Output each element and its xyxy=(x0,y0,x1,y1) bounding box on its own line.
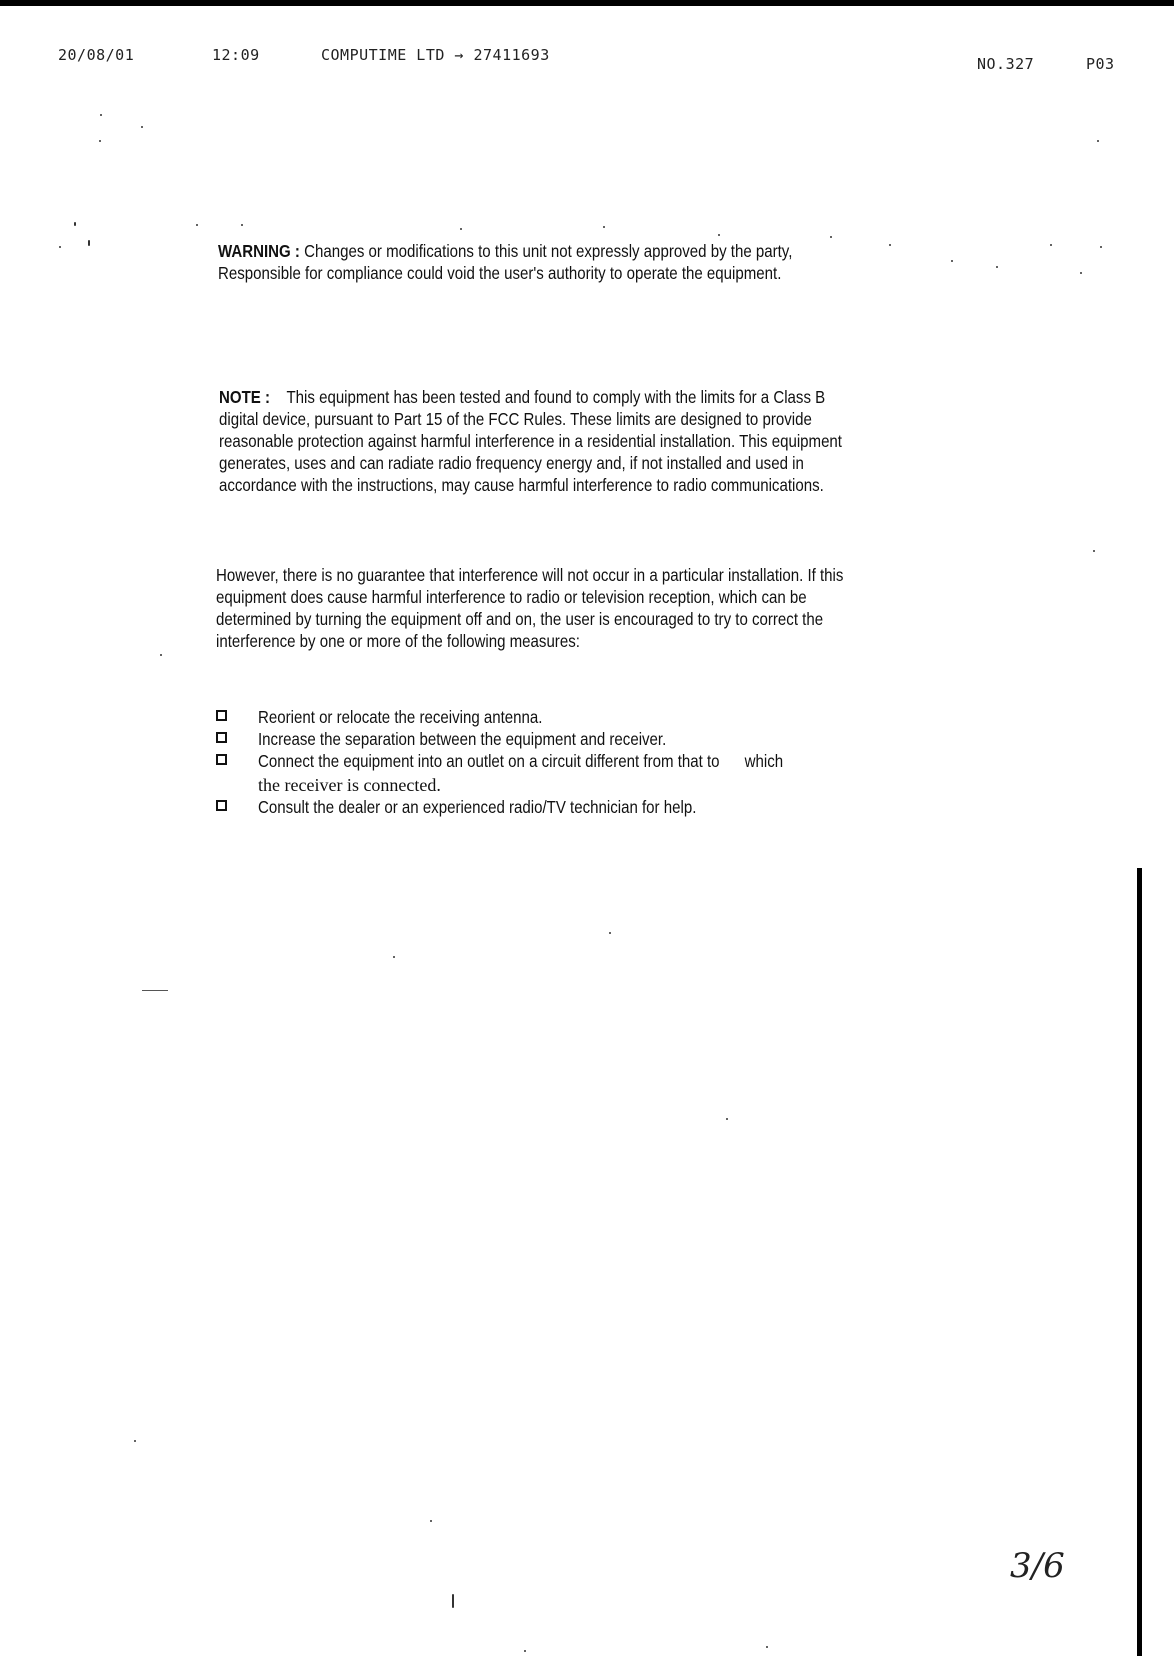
warning-label: WARNING : xyxy=(218,241,300,261)
speck xyxy=(74,222,76,226)
list-item xyxy=(216,728,956,750)
note-label: NOTE : xyxy=(219,387,271,407)
speck xyxy=(393,956,395,958)
list-item xyxy=(216,706,956,728)
speck xyxy=(1097,140,1099,142)
warning-paragraph xyxy=(218,240,872,284)
speck xyxy=(430,1520,432,1522)
measure-text: Consult the dealer or an experienced radio/TV technician for help. xyxy=(258,797,697,817)
fax-page: P03 xyxy=(1086,55,1115,73)
checkbox-icon xyxy=(216,710,227,721)
speck xyxy=(160,654,162,656)
fax-date: 20/08/01 xyxy=(58,46,135,64)
fax-time: 12:09 xyxy=(212,46,260,64)
checkbox-icon xyxy=(216,732,227,743)
speck xyxy=(951,260,953,262)
note-text: This equipment has been tested and found to comply with the limits for a Class B digital device, pursuant to Part 15 of the FCC Rules. These limits are designed to provide reasonable protection against harmful interference in a residential installation. This equipment generates, uses and can radiate radio frequency energy and, if not installed and used in accordance with the instructions, may cause harmful interference to radio communications. xyxy=(219,387,847,495)
scan-top-border xyxy=(0,0,1174,6)
speck xyxy=(452,1594,454,1608)
measures-list xyxy=(216,706,956,818)
fax-number: NO.327 xyxy=(977,55,1035,73)
speck xyxy=(460,228,462,230)
measure-text: Connect the equipment into an outlet on a circuit different from that to which xyxy=(258,751,784,771)
measure-continuation: the receiver is connected. xyxy=(258,775,441,795)
speck xyxy=(766,1646,768,1648)
scan-right-border xyxy=(1137,868,1142,1656)
handwritten-page-number: 3/6 xyxy=(1010,1546,1065,1586)
however-paragraph xyxy=(216,564,848,652)
speck xyxy=(524,1650,526,1652)
speck xyxy=(726,1118,728,1120)
speck xyxy=(1100,246,1102,248)
speck xyxy=(889,244,891,246)
speck xyxy=(134,1440,136,1442)
speck xyxy=(1093,550,1095,552)
checkbox-icon xyxy=(216,800,227,811)
speck xyxy=(241,224,243,226)
speck xyxy=(1050,244,1052,246)
list-item xyxy=(216,796,956,818)
fax-sender: COMPUTIME LTD → 27411693 xyxy=(321,46,550,64)
speck xyxy=(88,240,90,246)
speck xyxy=(196,224,198,226)
speck xyxy=(99,140,101,142)
stray-dash xyxy=(142,990,168,991)
warning-text: Changes or modifications to this unit not expressly approved by the party, Responsible for compliance could void the user's authority to operate the equipment. xyxy=(218,241,793,283)
speck xyxy=(1080,272,1082,274)
speck xyxy=(100,114,102,116)
list-item xyxy=(216,750,956,796)
however-text: However, there is no guarantee that interference will not occur in a particular installation. If this equipment does cause harmful interference to radio or television reception, which can be determined by turning the equipment off and on, the user is encouraged to try to correct the interference by one or more of the following measures: xyxy=(216,565,844,651)
speck xyxy=(59,246,61,248)
speck xyxy=(830,236,832,238)
checkbox-icon xyxy=(216,754,227,765)
speck xyxy=(141,126,143,128)
measure-text: Increase the separation between the equipment and receiver. xyxy=(258,729,667,749)
speck xyxy=(996,266,998,268)
measure-text: Reorient or relocate the receiving antenna. xyxy=(258,707,543,727)
speck xyxy=(718,234,720,236)
speck xyxy=(609,932,611,934)
speck xyxy=(603,226,605,228)
note-paragraph xyxy=(219,386,851,496)
